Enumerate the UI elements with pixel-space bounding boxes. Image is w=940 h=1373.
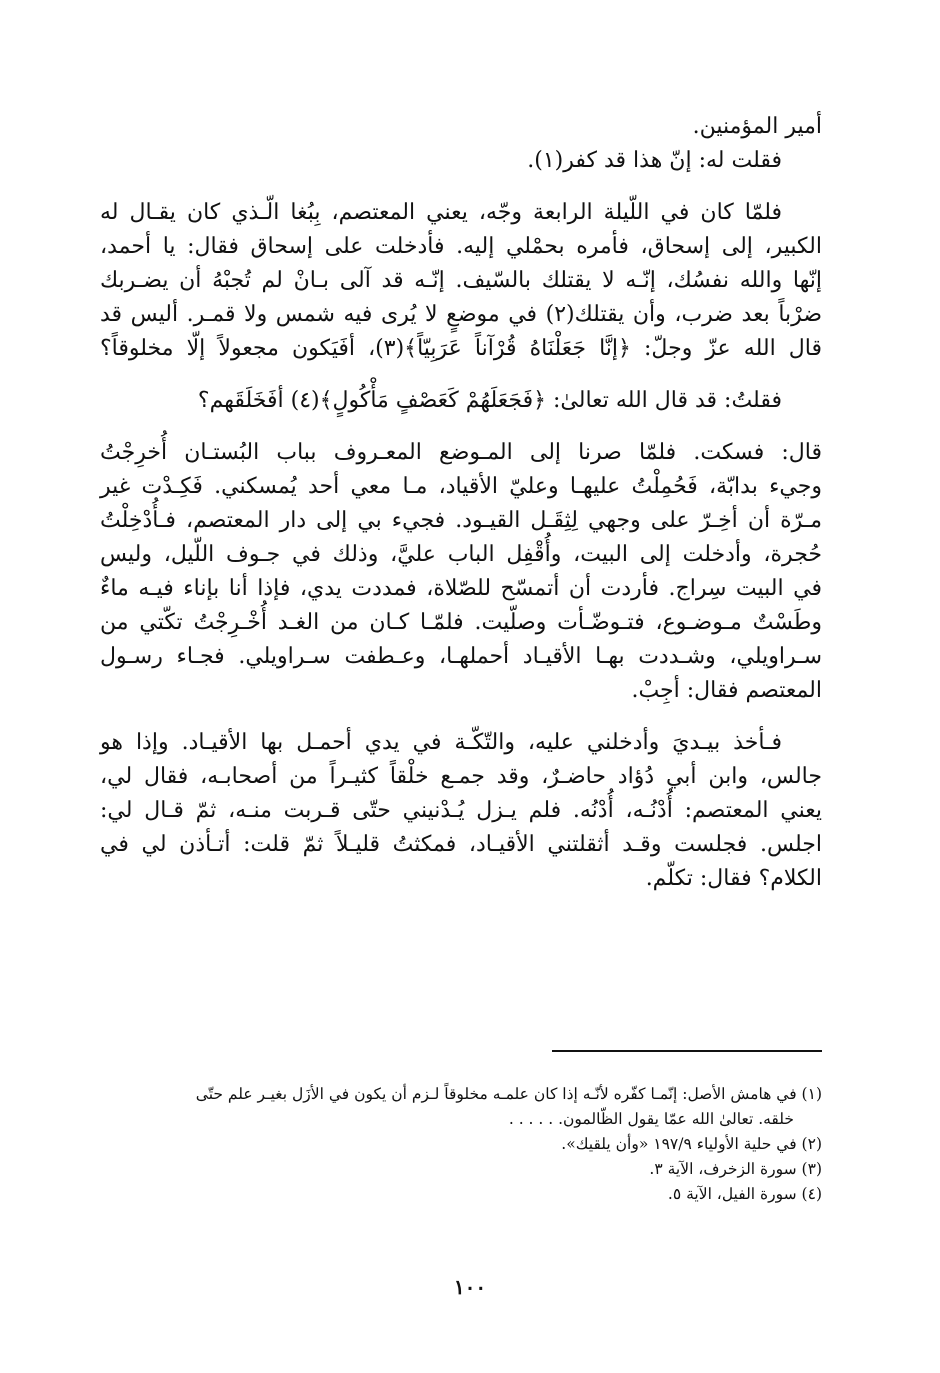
footnotes — [100, 1082, 822, 1207]
footnote-1: (١) في هامش الأصل: إنّمـا كفّره لأنّـه إذا كان علمـه مخلوقاً لـزم أن يكون في الأزَل بغيـر علم حتّى — [195, 1085, 822, 1103]
paragraph-gap — [100, 418, 822, 436]
footnote-3: (٣) سورة الزخرف، الآية ٣. — [649, 1160, 822, 1178]
text-line: يعني المعتصم: أُدْنُـه، أُدْنُه. فلم يـزل يُـدْنيني حتّى قـربت منـه، ثمّ قـال لي: — [100, 798, 822, 823]
text-line: الكلام؟ فقال: تكلّم. — [645, 866, 822, 891]
page-number: ١٠٠ — [453, 1275, 487, 1299]
text-line: مـرّة أن أخِـرّ على وجهي لِثِقَـل القيـود. فجيء بي إلى دار المعتصم، فـأُدْخِلْتُ — [100, 508, 822, 533]
text-line: وجيء بدابّة، فَحُمِلْتُ عليهـا وعليّ الأقياد، مـا معي أحد يُمسكني. فَكِـدْت غير — [100, 474, 822, 499]
paragraph-gap — [100, 708, 822, 726]
footnote-2: (٢) في حلية الأولياء ١٩٧/٩ «وأن يلقيك». — [561, 1135, 822, 1153]
text-line: سـراويلي، وشـددت بهـا الأقيـاد أحملهـا، وعـطفت سـراويلي. فجـاء رسـول — [100, 644, 822, 669]
text-line: ضرْباً بعد ضرب، وأن يقتلك(٢) في موضعٍ لا يُرى فيه شمس ولا قمـر. أليس قد — [100, 302, 822, 327]
text-line: وطَسْتٌ مـوضـوع، فتـوضّـأت وصلّيت. فلمّـا كـان من الغـد أُخْـرِجْتُ تكّتي من — [100, 610, 822, 635]
quran-verse-line: قال الله عزّ وجلّ: ﴿إنَّا جَعَلْنَاهُ قُرْآناً عَرَبِيّاً﴾(٣)، أفَيَكون مجعولاً إلّا مخلوقاً؟ — [100, 336, 823, 361]
paragraph-gap — [100, 178, 822, 196]
text-line: فقلت له: إنّ هذا قد كفر(١). — [527, 148, 782, 173]
text-line: في البيت سِراج. فأردت أن أتمسّح للصّلاة، فمددت يدي، فإذا أنا بإناء فيـه ماءٌ — [100, 576, 822, 601]
text-line: حُجرة، وأدخلت إلى البيت، وأُقْفِل الباب عليَّ، وذلك في جـوف اللّيل، وليس — [100, 542, 822, 567]
text-line: فلمّا كان في اللّيلة الرابعة وجّه، يعني المعتصم، بِبُغا الّـذي كان يقـال له — [100, 200, 782, 225]
footnote-1-continuation: خلقه. تعالىٰ الله عمّا يقول الظّالمون. . . . . . — [508, 1110, 794, 1128]
text-line: المعتصم فقال: أجِبْ. — [631, 678, 822, 703]
text-line: قال: فسكت. فلمّا صرنا إلى المـوضع المعـروف بباب البُستـان أُخرِجْتُ — [100, 440, 822, 465]
paragraph-gap — [100, 366, 822, 384]
quran-verse-line: فقلتُ: قد قال الله تعالىٰ: ﴿فَجَعَلَهُمْ كَعَصْفٍ مَأْكُولٍ﴾(٤) أفَخَلَقَهم؟ — [197, 388, 782, 413]
footnote-separator — [552, 1050, 822, 1052]
text-line: الكبير، إلى إسحاق، فأمره بحمْلي إليه. فأدخلت على إسحاق فقال: يا أحمد، — [100, 234, 822, 259]
text-line: إنّها والله نفسُك، إنّـه لا يقتلك بالسّيف. إنّـه قد آلى بـانْ لم تُجبْهُ أن يضـربك — [100, 268, 822, 293]
text-line: أمير المؤمنين. — [692, 114, 822, 139]
footnote-4: (٤) سورة الفيل، الآية ٥. — [667, 1185, 822, 1203]
text-line: جالس، وابن أبي دُؤاد حاضـرٌ، وقد جمـع خلْقاً كثيـراً من أصحابـه، فقال لي، — [100, 764, 822, 789]
text-line: اجلس. فجلست وقـد أثقلتني الأقيـاد، فمكثتُ قليـلاً ثمّ قلت: أتـأذن لي في — [100, 832, 822, 857]
text-line: فـأخذ بيـديَ وأدخلني عليه، والتّكّـة في يدي أحمـل بها الأقيـاد. وإذا هو — [100, 730, 782, 755]
